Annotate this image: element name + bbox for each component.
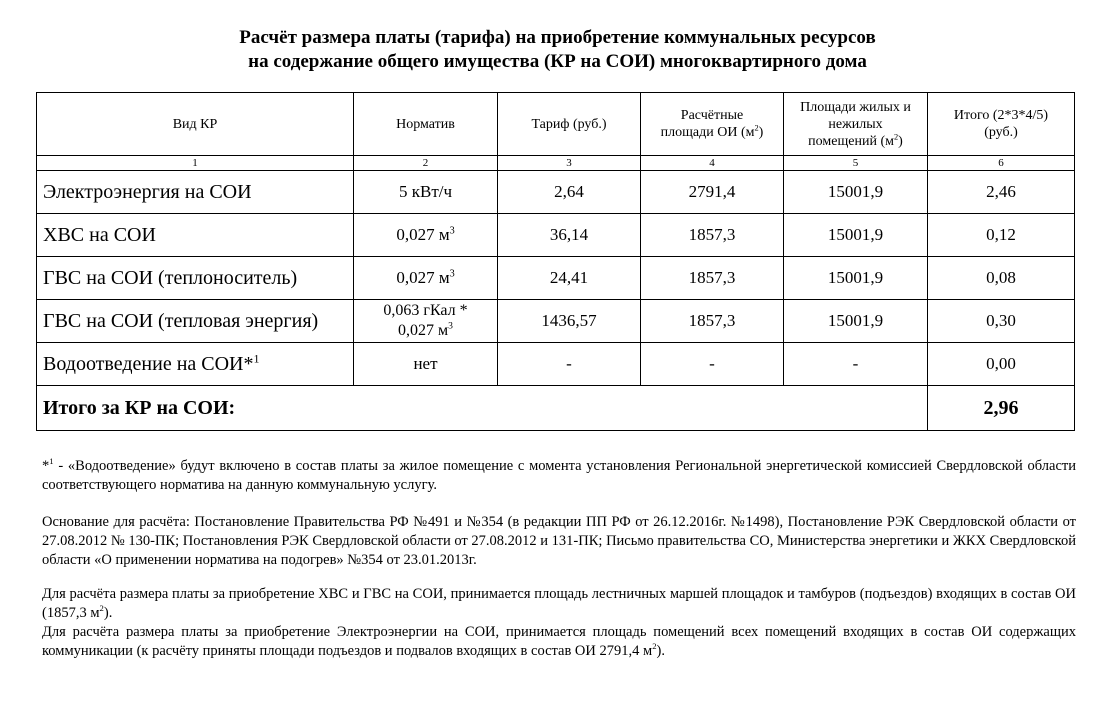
row-area-total: 15001,9 (784, 257, 928, 300)
header-area-oi: Расчётные площади ОИ $(м^2)$ (641, 93, 784, 156)
table-row (37, 257, 1075, 300)
row-area-oi: 1857,3 (641, 257, 784, 300)
row-norm: нет (354, 343, 498, 386)
row-norm: 0,063 гКал * 0,027 $м^3$ (354, 300, 498, 343)
note-hvs: Для расчёта размера платы за приобретение ХВС и ГВС на СОИ, принимается площадь лестничных маршей площадок и тамбуров (подъездов) входящих в состав ОИ (1857,3 $м^2$). (42, 586, 1076, 621)
table-row (37, 343, 1075, 386)
row-area-oi: 1857,3 (641, 300, 784, 343)
row-area-total: 15001,9 (784, 300, 928, 343)
basis-note: Основание для расчёта: Постановление Правительства РФ №491 и №354 (в редакции ПП РФ от 26.12.2016г. №1498), Постановление РЭК Свердловской области от 27.08.2012 № 130-ПК; Постановления РЭК Свердловской области от 27.08.2012 и 131-ПК; Письмо правительства СО, Министерства энергетики и ЖКХ Свердловской области «О применении норматива на подогрев» №354 от 23.01.2013г. (42, 514, 1076, 568)
row-area-oi: 2791,4 (641, 171, 784, 214)
total-row (37, 386, 1075, 431)
tariff-table (36, 92, 1075, 431)
row-name: ХВС на СОИ (37, 214, 354, 257)
row-area-total: - (784, 343, 928, 386)
row-tariff: 36,14 (498, 214, 641, 257)
row-name: Водоотведение на СОИ*$^1$ (37, 343, 354, 386)
row-area-oi: 1857,3 (641, 214, 784, 257)
row-norm: 0,027 $м^3$ (354, 214, 498, 257)
row-tariff: 1436,57 (498, 300, 641, 343)
row-tariff: 2,64 (498, 171, 641, 214)
row-total: 2,46 (928, 171, 1075, 214)
header-tariff: Тариф (руб.) (498, 93, 641, 156)
col-number: 5 (784, 156, 928, 171)
header-area-living: Площади жилых и нежилых помещений $(м^2)$ (784, 93, 928, 156)
row-total: 0,08 (928, 257, 1075, 300)
header-kind: Вид КР (37, 93, 354, 156)
row-total: 0,30 (928, 300, 1075, 343)
footnote: *$^1$ - «Водоотведение» будут включено в состав платы за жилое помещение с момента установления Региональной энергетической комиссией Свердловской области соответствующего норматива на данную коммунальную услугу. (42, 456, 1076, 493)
row-norm: 5 кВт/ч (354, 171, 498, 214)
row-total: 0,00 (928, 343, 1075, 386)
title-line-1: Расчёт размера платы (тарифа) на приобретение коммунальных ресурсов (239, 27, 876, 48)
row-name: ГВС на СОИ (тепловая энергия) (37, 300, 354, 343)
note-electricity: Для расчёта размера платы за приобретение Электроэнергии на СОИ, принимается площадь помещений всех помещений входящих в состав ОИ содержащих коммуникации (к расчёту приняты площади подъездов и подвалов входящих в состав ОИ 2791,4 $м^2$). (42, 624, 1076, 659)
col-number: 6 (928, 156, 1075, 171)
column-number-row (37, 156, 1075, 171)
total-value: 2,96 (928, 386, 1075, 431)
col-number: 3 (498, 156, 641, 171)
col-number: 1 (37, 156, 354, 171)
row-area-oi: - (641, 343, 784, 386)
row-norm: 0,027 $м^3$ (354, 257, 498, 300)
table-header-row (37, 93, 1075, 156)
row-name: ГВС на СОИ (теплоноситель) (37, 257, 354, 300)
row-tariff: - (498, 343, 641, 386)
table-row (37, 300, 1075, 343)
title-line-2: на содержание общего имущества (КР на СОИ) многоквартирного дома (248, 51, 867, 72)
header-norm: Норматив (354, 93, 498, 156)
col-number: 4 (641, 156, 784, 171)
table-row (37, 171, 1075, 214)
row-total: 0,12 (928, 214, 1075, 257)
row-name: Электроэнергия на СОИ (37, 171, 354, 214)
area-notes (42, 585, 1076, 661)
row-tariff: 24,41 (498, 257, 641, 300)
row-area-total: 15001,9 (784, 214, 928, 257)
header-total: Итого (2*3*4/5) (руб.) (928, 93, 1075, 156)
col-number: 2 (354, 156, 498, 171)
table-row (37, 214, 1075, 257)
total-label: Итого за КР на СОИ: (37, 386, 928, 431)
row-area-total: 15001,9 (784, 171, 928, 214)
